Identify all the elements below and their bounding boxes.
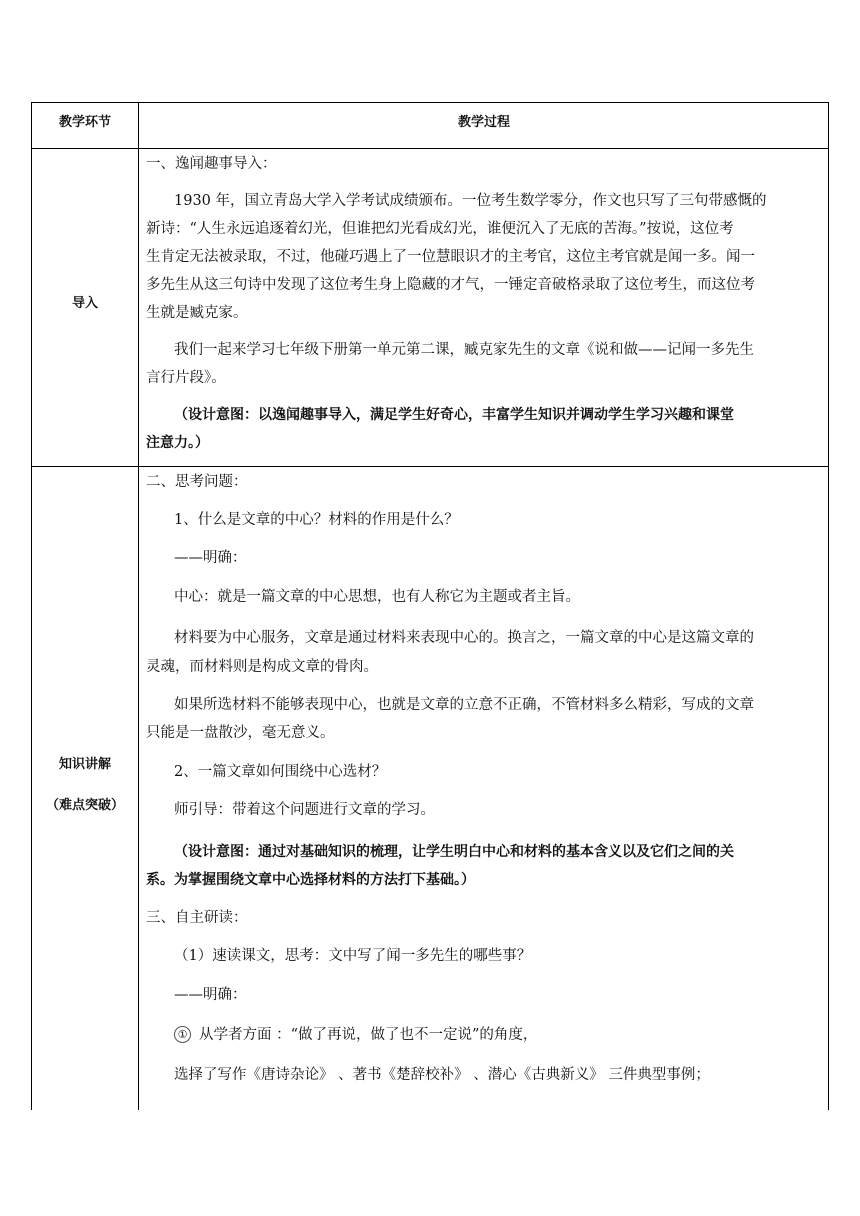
row2-sublabel: （难点突破） (45, 798, 124, 813)
row-divider (31, 466, 829, 467)
lesson-table (31, 102, 829, 1110)
row2-line: 材料要为中心服务，文章是通过材料来表现中心的。换言之，一篇文章的中心是这篇文章的 (174, 630, 754, 646)
row2-line: 1、什么是文章的中心？材料的作用是什么？ (174, 512, 459, 528)
row2-line: 如果所选材料不能够表现中心，也就是文章的立意不正确，不管材料多么精彩，写成的文章 (174, 697, 754, 713)
table-border-top (31, 102, 829, 103)
row2-line: ——明确： (174, 987, 247, 1003)
row1-line: 新诗：“人生永远追逐着幻光，但谁把幻光看成幻光，谁便沉入了无底的苦海。”按说，这位考 (146, 221, 734, 237)
design-intent: 注意力。） (146, 435, 209, 451)
row2-line: 三、自主研读： (146, 910, 248, 926)
header-divider (31, 148, 829, 149)
row2-line: （1）速读课文，思考：文中写了闻一多先生的哪些事？ (174, 948, 532, 964)
row2-line: 2、一篇文章如何围绕中心选材？ (174, 764, 387, 780)
row2-line: 师引导：带着这个问题进行文章的学习。 (174, 802, 435, 818)
row2-line: ——明确： (174, 550, 247, 566)
row2-line-text: 从学者方面 ：“做了再说，做了也不一定说”的角度， (199, 1027, 538, 1043)
table-border-right (828, 102, 829, 1110)
header-col2: 教学过程 (457, 115, 510, 130)
row2-line: 中心：就是一篇文章的中心思想，也有人称它为主题或者主旨。 (174, 589, 580, 605)
row2-line: 只能是一盘散沙，毫无意义。 (146, 725, 335, 741)
row1-line: 生就是臧克家。 (146, 305, 248, 321)
row1-line: 1930 年，国立青岛大学入学考试成绩颁布。一位考生数学零分，作文也只写了三句带感慨的 (174, 193, 767, 209)
column-divider (138, 102, 139, 1110)
row1-line: 多先生从这三句诗中发现了这位考生身上隐藏的才气，一锤定音破格录取了这位考生，而这位考 (146, 277, 755, 293)
row2-line (174, 1021, 537, 1049)
row1-line: 我们一起来学习七年级下册第一单元第二课，臧克家先生的文章《说和做——记闻一多先生 (174, 342, 754, 358)
row2-label: 知识讲解 (58, 757, 111, 772)
row1-line: 言行片段》。 (146, 370, 226, 386)
header-col1: 教学环节 (58, 115, 111, 130)
design-intent: （设计意图：通过对基础知识的梳理，让学生明白中心和材料的基本含义以及它们之间的关 (174, 844, 734, 860)
row2-line: 灵魂，而材料则是构成文章的骨肉。 (146, 659, 378, 675)
row1-line: 一、逸闻趣事导入： (146, 156, 277, 172)
circled-number-one: ① (174, 1026, 191, 1043)
table-border-left (31, 102, 32, 1110)
design-intent: （设计意图：以逸闻趣事导入，满足学生好奇心，丰富学生知识并调动学生学习兴趣和课堂 (174, 407, 734, 423)
design-intent: 系。为掌握围绕文章中心选择材料的方法打下基础。） (146, 872, 475, 888)
row1-label: 导入 (71, 296, 98, 311)
row2-line: 二、思考问题： (146, 474, 248, 490)
row1-line: 生肯定无法被录取，不过，他碰巧遇上了一位慧眼识才的主考官，这位主考官就是闻一多。闻一 (146, 249, 755, 265)
row2-line: 选择了写作《唐诗杂论》 、著书《楚辞校补》 、潜心《古典新义》 三件典型事例； (174, 1067, 710, 1083)
